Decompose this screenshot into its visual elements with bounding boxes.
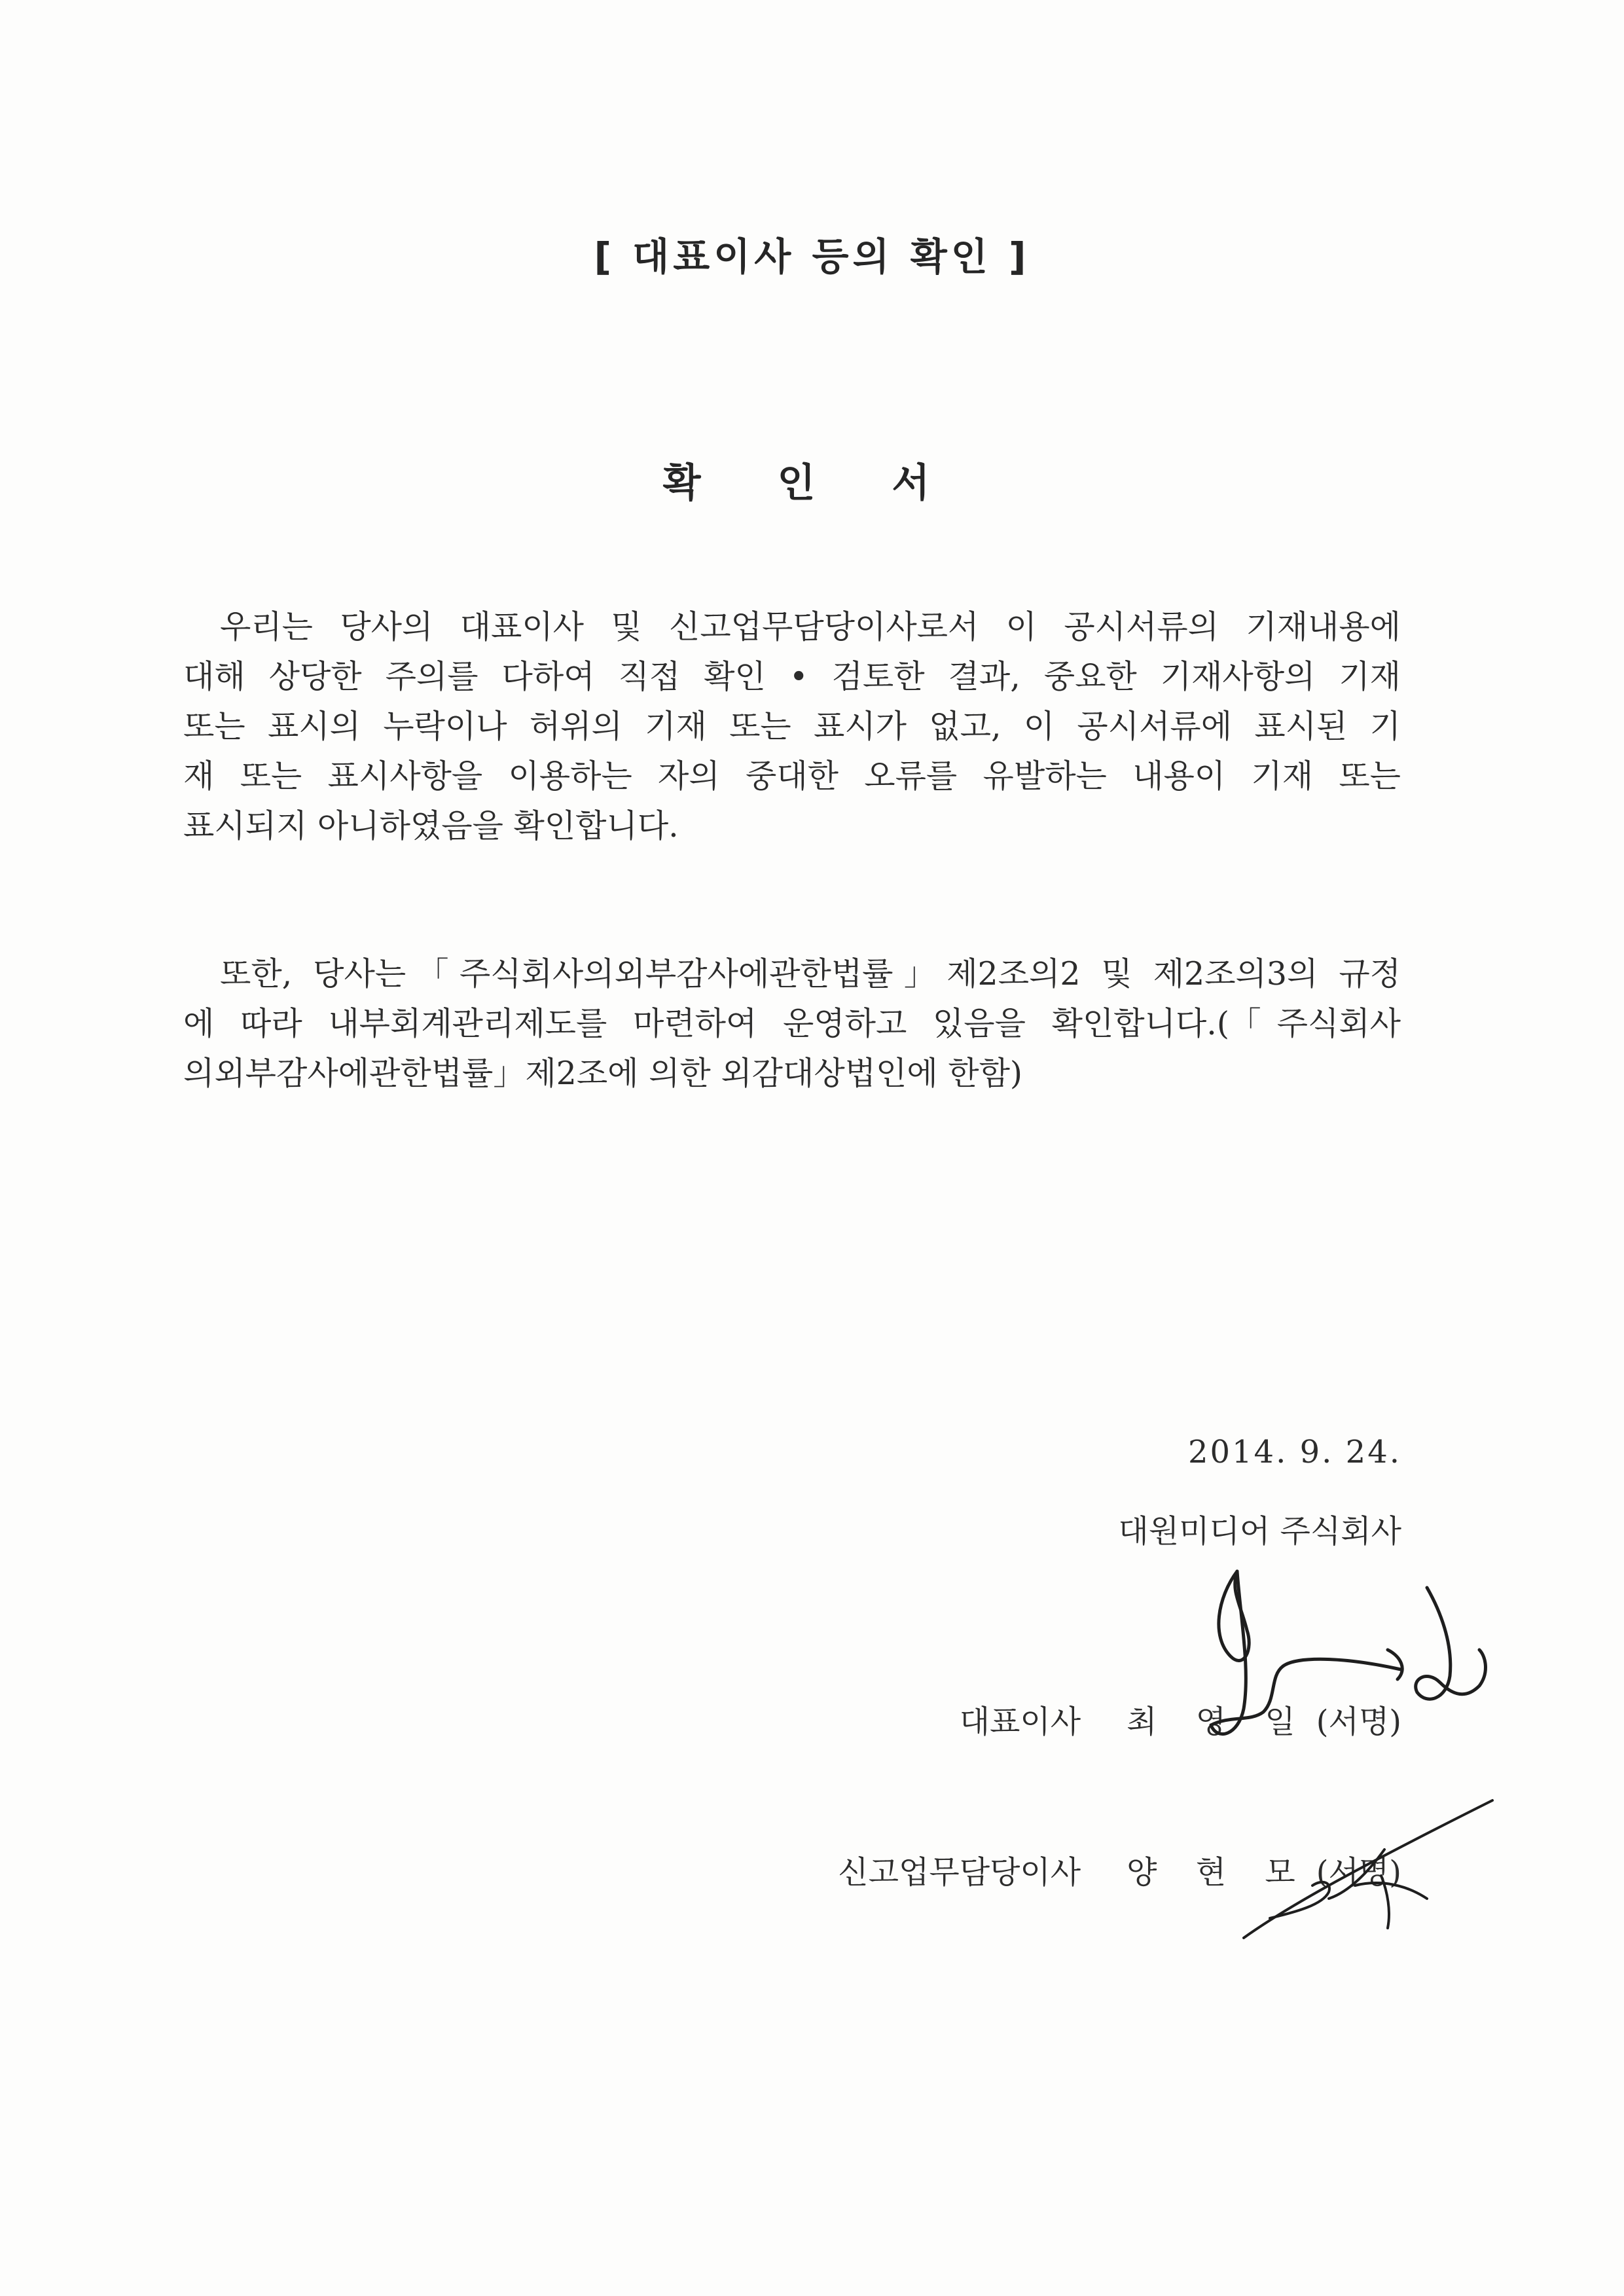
- document-date: 2014. 9. 24.: [1187, 1434, 1401, 1470]
- document-title: 확 인 서: [662, 460, 962, 506]
- signatory-ceo: [920, 1660, 1401, 1778]
- paragraph-line: 표시되지 아니하였음을 확인합니다.: [183, 807, 679, 845]
- paragraph-line: 재 또는 표시사항을 이용하는 자의 중대한 오류를 유발하는 내용이 기재 또는: [183, 757, 1401, 795]
- sign-label: (서명): [1316, 1704, 1401, 1740]
- paragraph-line: 또는 표시의 누락이나 허위의 기재 또는 표시가 없고, 이 공시서류에 표시된 기: [183, 708, 1401, 745]
- confirmation-paragraph: [183, 602, 1401, 851]
- section-header: [ 대표이사 등의 확인 ]: [594, 234, 1030, 279]
- sign-label: (서명): [1316, 1854, 1401, 1891]
- paragraph-line: 우리는 당사의 대표이사 및 신고업무담당이사로서 이 공시서류의 기재내용에: [220, 608, 1401, 646]
- signatory-role: 대표이사: [959, 1704, 1081, 1740]
- paragraph-line: 또한, 당사는「주식회사의외부감사에관한법률」제2조의2 및 제2조의3의 규정: [220, 955, 1401, 993]
- signatory-name: 양 현 모: [1127, 1854, 1310, 1891]
- internal-control-paragraph: [183, 949, 1401, 1099]
- signatory-disclosure-director: [798, 1810, 1401, 1929]
- signatory-name: 최 영 일: [1127, 1704, 1310, 1740]
- signatory-role: 신고업무담당이사: [838, 1854, 1081, 1891]
- paragraph-line: 에 따라 내부회계관리제도를 마련하여 운영하고 있음을 확인합니다.(「주식회사: [183, 1005, 1401, 1042]
- company-name: 대원미디어 주식회사: [1118, 1513, 1401, 1550]
- paragraph-line: 의외부감사에관한법률」제2조에 의한 외감대상법인에 한함): [183, 1055, 1023, 1092]
- paragraph-line: 대해 상당한 주의를 다하여 직접 확인 • 검토한 결과, 중요한 기재사항의 기재: [183, 658, 1401, 695]
